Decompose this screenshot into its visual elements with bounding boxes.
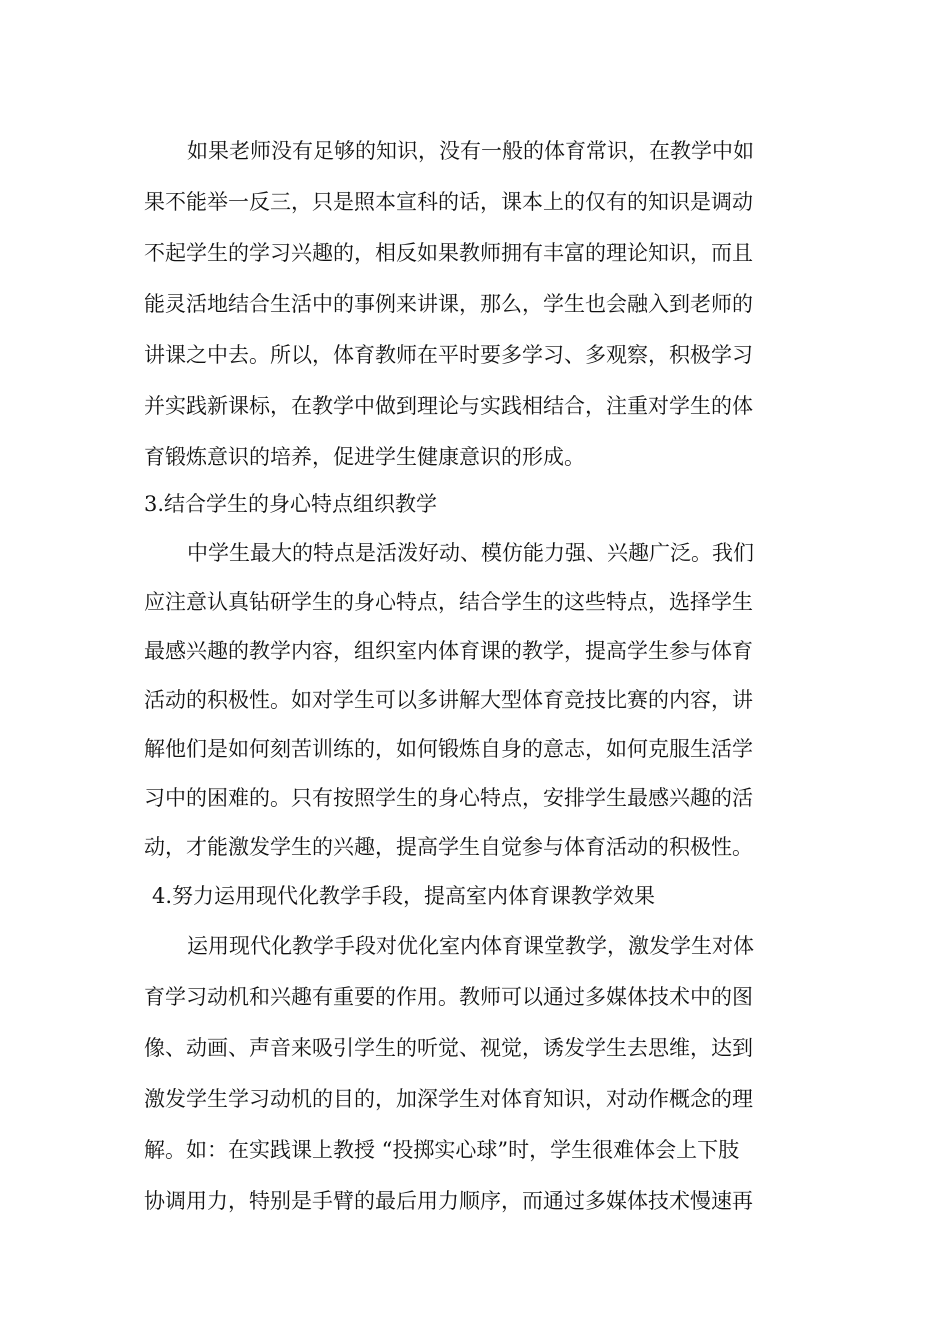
paragraph-2-line-5: 解他们是如何刻苦训练的，如何锻炼自身的意志，如何克服生活学 <box>144 737 753 761</box>
paragraph-1-line-1: 如果老师没有足够的知识，没有一般的体育常识，在教学中如 <box>187 139 754 163</box>
paragraph-1-line-5: 讲课之中去。所以，体育教师在平时要多学习、多观察，积极学习 <box>144 343 753 367</box>
paragraph-3-line-1: 运用现代化教学手段对优化室内体育课堂教学，激发学生对体 <box>187 934 754 958</box>
paragraph-1-line-3: 不起学生的学习兴趣的，相反如果教师拥有丰富的理论知识，而且 <box>144 241 753 265</box>
paragraph-1-line-4: 能灵活地结合生活中的事例来讲课，那么，学生也会融入到老师的 <box>144 292 753 316</box>
section-heading-4: 4.努力运用现代化教学手段，提高室内体育课教学效果 <box>152 884 656 908</box>
paragraph-2-line-2: 应注意认真钻研学生的身心特点，结合学生的这些特点，选择学生 <box>144 590 753 614</box>
paragraph-3-line-5: 解。如：在实践课上教授 “投掷实心球”时，学生很难体会上下肢 <box>144 1138 740 1162</box>
paragraph-2-line-6: 习中的困难的。只有按照学生的身心特点，安排学生最感兴趣的活 <box>144 786 753 810</box>
paragraph-2-line-7: 动，才能激发学生的兴趣，提高学生自觉参与体育活动的积极性。 <box>144 835 753 859</box>
paragraph-3-line-4: 激发学生学习动机的目的，加深学生对体育知识，对动作概念的理 <box>144 1087 753 1111</box>
paragraph-2-line-4: 活动的积极性。如对学生可以多讲解大型体育竞技比赛的内容，讲 <box>144 688 753 712</box>
paragraph-1-line-6: 并实践新课标，在教学中做到理论与实践相结合，注重对学生的体 <box>144 394 753 418</box>
paragraph-3-line-3: 像、动画、声音来吸引学生的听觉、视觉，诱发学生去思维，达到 <box>144 1036 753 1060</box>
paragraph-2-line-3: 最感兴趣的教学内容，组织室内体育课的教学，提高学生参与体育 <box>144 639 753 663</box>
paragraph-2-line-1: 中学生最大的特点是活泼好动、模仿能力强、兴趣广泛。我们 <box>187 541 754 565</box>
paragraph-1-line-2: 果不能举一反三，只是照本宣科的话，课本上的仅有的知识是调动 <box>144 190 753 214</box>
paragraph-1-line-7: 育锻炼意识的培养，促进学生健康意识的形成。 <box>144 445 585 469</box>
paragraph-3-line-2: 育学习动机和兴趣有重要的作用。教师可以通过多媒体技术中的图 <box>144 985 753 1009</box>
paragraph-3-line-6: 协调用力，特别是手臂的最后用力顺序，而通过多媒体技术慢速再 <box>144 1189 753 1213</box>
section-heading-3: 3.结合学生的身心特点组织教学 <box>144 492 438 516</box>
